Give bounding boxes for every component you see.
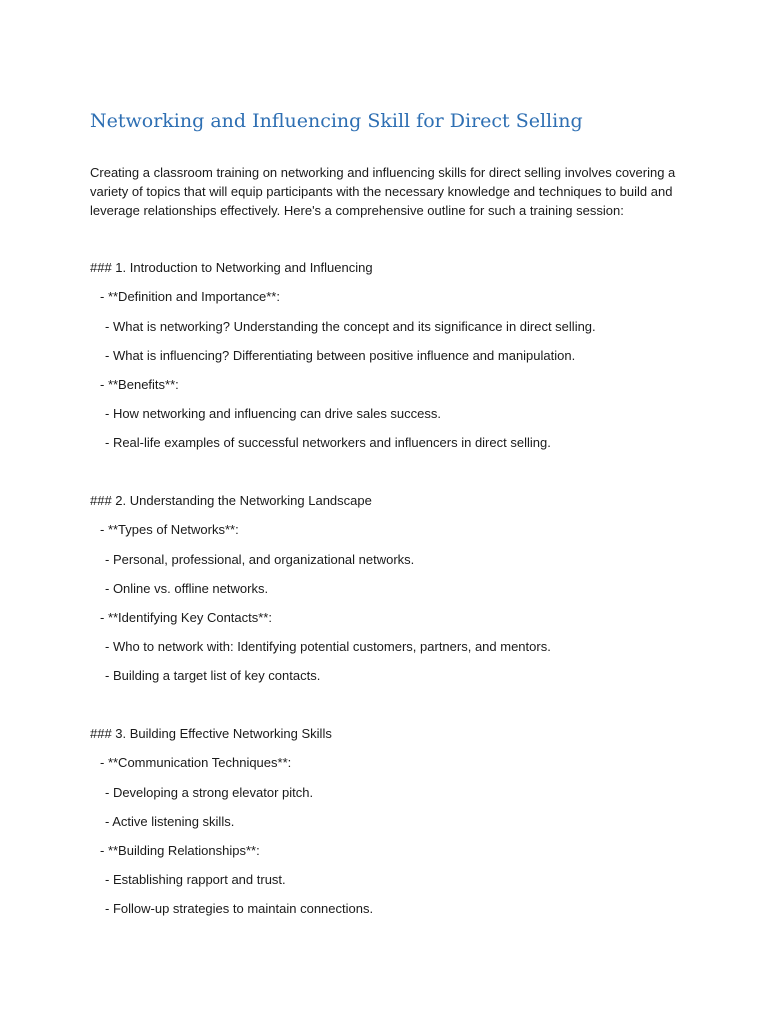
list-item: - Online vs. offline networks. (105, 581, 269, 596)
list-item: - What is influencing? Differentiating between positive influence and manipulation. (105, 348, 576, 363)
list-item: - Establishing rapport and trust. (105, 872, 286, 887)
list-item: - Developing a strong elevator pitch. (105, 785, 314, 800)
subsection-label: - **Definition and Importance**: (100, 289, 280, 304)
list-item: - How networking and influencing can drive sales success. (105, 406, 442, 421)
intro-paragraph: Creating a classroom training on networking and influencing skills for direct selling involves covering a variety of topics that will equip participants with the necessary knowledge and techniques to build and leverage relationships effectively. Here's a comprehensive outline for such a training session: (90, 165, 676, 218)
subsection-label: - **Benefits**: (100, 377, 179, 392)
list-item: - What is networking? Understanding the concept and its significance in direct selling. (105, 319, 596, 334)
section-heading: ### 1. Introduction to Networking and Influencing (90, 260, 373, 275)
subsection-label: - **Identifying Key Contacts**: (100, 610, 272, 625)
document-title: Networking and Influencing Skill for Direct Selling (90, 110, 583, 132)
section-heading: ### 3. Building Effective Networking Skills (90, 726, 332, 741)
subsection-label: - **Communication Techniques**: (100, 755, 292, 770)
subsection-label: - **Types of Networks**: (100, 522, 239, 537)
list-item: - Who to network with: Identifying potential customers, partners, and mentors. (105, 639, 551, 654)
list-item: - Active listening skills. (105, 814, 235, 829)
list-item: - Follow-up strategies to maintain connections. (105, 901, 374, 916)
subsection-label: - **Building Relationships**: (100, 843, 260, 858)
section-heading: ### 2. Understanding the Networking Landscape (90, 493, 372, 508)
list-item: - Personal, professional, and organizational networks. (105, 552, 415, 567)
list-item: - Real-life examples of successful networkers and influencers in direct selling. (105, 435, 551, 450)
list-item: - Building a target list of key contacts. (105, 668, 321, 683)
